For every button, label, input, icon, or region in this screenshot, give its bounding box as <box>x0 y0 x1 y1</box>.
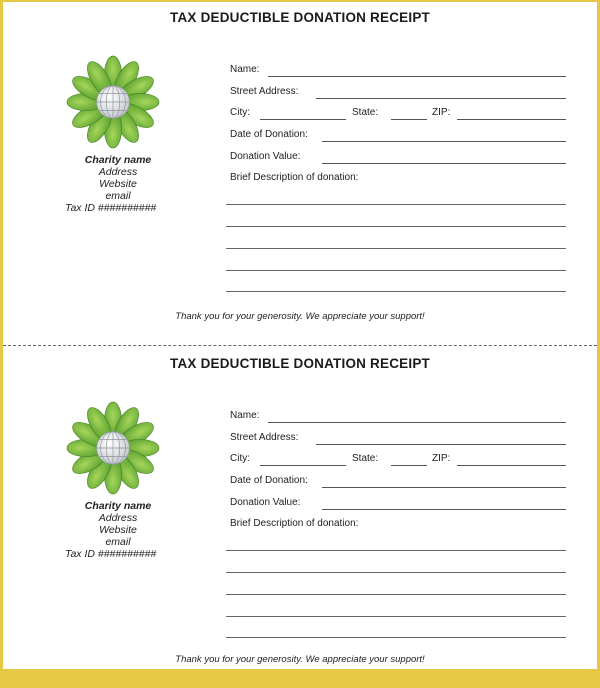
city-label: City: <box>230 453 250 464</box>
charity-email: email <box>105 536 131 548</box>
receipt-title: TAX DEDUCTIBLE DONATION RECEIPT <box>170 10 430 25</box>
street-address-field[interactable] <box>316 98 566 99</box>
flower-globe-icon <box>65 54 161 150</box>
city-label: City: <box>230 107 250 118</box>
state-field[interactable] <box>391 465 427 466</box>
donation-value-field[interactable] <box>322 509 566 510</box>
city-field[interactable] <box>260 119 346 120</box>
charity-email: email <box>105 190 131 202</box>
description-line-4[interactable] <box>226 616 566 617</box>
charity-info <box>43 154 193 214</box>
charity-tax-id: Tax ID ########## <box>65 202 157 214</box>
description-line-3[interactable] <box>226 594 566 595</box>
description-label: Brief Description of donation: <box>230 518 359 529</box>
state-label: State: <box>352 107 379 118</box>
thank-you-note: Thank you for your generosity. We appreciate your support! <box>175 654 425 665</box>
zip-label: ZIP: <box>432 453 451 464</box>
charity-name: Charity name <box>84 500 152 512</box>
receipt-title: TAX DEDUCTIBLE DONATION RECEIPT <box>170 356 430 371</box>
description-line-3[interactable] <box>226 248 566 249</box>
cut-line <box>3 345 597 346</box>
charity-address: Address <box>98 166 138 178</box>
state-field[interactable] <box>391 119 427 120</box>
date-of-donation-field[interactable] <box>322 141 566 142</box>
city-field[interactable] <box>260 465 346 466</box>
name-label: Name: <box>230 410 260 421</box>
charity-tax-id: Tax ID ########## <box>65 548 157 560</box>
description-line-2[interactable] <box>226 572 566 573</box>
description-line-4[interactable] <box>226 270 566 271</box>
charity-name: Charity name <box>84 154 152 166</box>
name-field[interactable] <box>268 422 566 423</box>
description-line-5[interactable] <box>226 291 566 292</box>
donation-receipt-2 <box>3 348 597 688</box>
charity-address: Address <box>98 512 138 524</box>
name-field[interactable] <box>268 76 566 77</box>
description-line-1[interactable] <box>226 550 566 551</box>
charity-website: Website <box>99 178 137 190</box>
date-of-donation-field[interactable] <box>322 487 566 488</box>
donation-receipt-1 <box>3 2 597 342</box>
description-label: Brief Description of donation: <box>230 172 359 183</box>
date-of-donation-label: Date of Donation: <box>230 475 308 486</box>
thank-you-note: Thank you for your generosity. We appreciate your support! <box>175 311 425 322</box>
zip-field[interactable] <box>457 465 566 466</box>
flower-globe-icon <box>65 400 161 496</box>
zip-label: ZIP: <box>432 107 451 118</box>
charity-info <box>43 500 193 560</box>
description-line-2[interactable] <box>226 226 566 227</box>
description-line-1[interactable] <box>226 204 566 205</box>
charity-website: Website <box>99 524 137 536</box>
street-address-label: Street Address: <box>230 86 299 97</box>
date-of-donation-label: Date of Donation: <box>230 129 308 140</box>
description-line-5[interactable] <box>226 637 566 638</box>
zip-field[interactable] <box>457 119 566 120</box>
state-label: State: <box>352 453 379 464</box>
donation-value-field[interactable] <box>322 163 566 164</box>
donation-value-label: Donation Value: <box>230 151 301 162</box>
street-address-field[interactable] <box>316 444 566 445</box>
receipt-page <box>3 2 597 669</box>
donation-value-label: Donation Value: <box>230 497 301 508</box>
name-label: Name: <box>230 64 260 75</box>
street-address-label: Street Address: <box>230 432 299 443</box>
